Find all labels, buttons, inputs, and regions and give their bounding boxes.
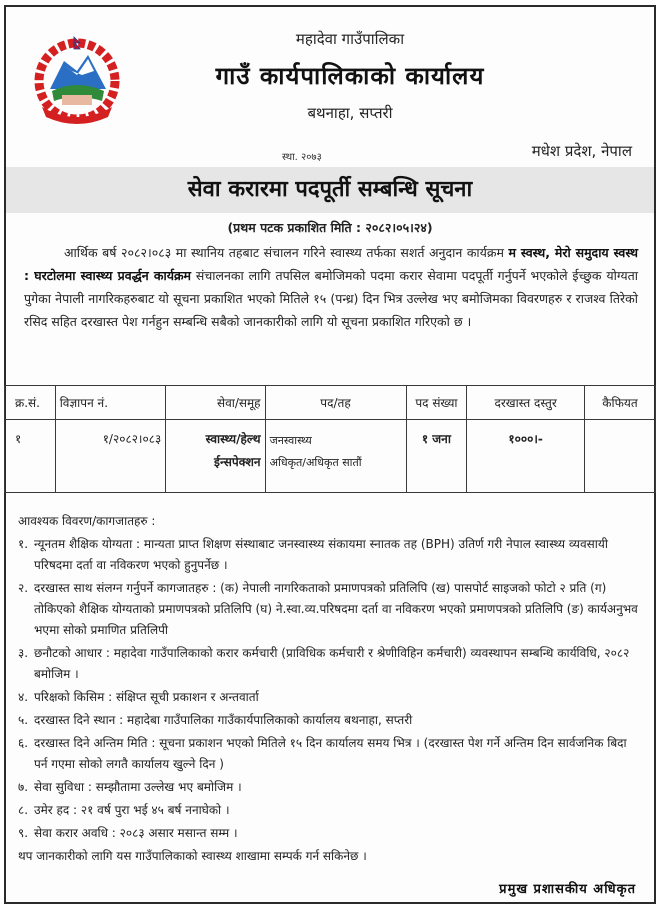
requirement-text: दरखास्त दिने स्थान : महादेबा गाउँपालिका गाउँकार्यपालिकाको कार्यालय बथनाहा, सप्तरी <box>34 713 413 727</box>
requirement-number: ३. <box>18 646 29 660</box>
established-year: स्था. २०७३ <box>282 152 322 163</box>
header-advert-no: विज्ञापन नं. <box>55 386 166 420</box>
office-name: गाउँ कार्यपालिकाको कार्यालय <box>215 62 485 90</box>
province-name: मधेश प्रदेश, नेपाल <box>531 142 632 160</box>
intro-text-1: आर्थिक बर्ष २०८२।०८३ मा स्थानिय तहबाट संचालन गरिने स्वास्थ्य तर्फका सशर्त अनुदान कार्यक्रम <box>64 245 509 260</box>
requirement-text: छनौटको आधार : महादेवा गाउँपालिकाको करार कर्मचारी (प्राविधिक कर्मचारी र श्रेणीविहिन कर्मचारी) व्यवस्थापन सम्बन्धि कार्यविधि, २०८२ बमोजिम । <box>34 646 630 681</box>
cell-advert-no: १/२०८२।०८३ <box>55 420 166 493</box>
office-location: बथनाहा, सप्तरी <box>307 104 393 122</box>
intro-text-2: संचालनका लागि तपसिल बमोजिमको पदमा करार सेवामा पदपूर्ती गर्नुपर्ने भएकोले ईच्छुक योग्यता पुगेका नेपाली नागरिकहरुबाट यो सूचना प्रकाशित भएको मितिले १५ (पन्ध्र) दिन भित्र उल्लेख भए बमोजिमका विवरणहरु र राजश्व तिरेको रसिद सहित दरखास्त पेश गर्नहुन सम्बन्धि सबैको जानकारीको लागि यो सूचना प्रकाशित गरिएको छ । <box>24 268 638 329</box>
requirement-text: सेवा करार अवधि : २०८३ असार मसान्त सम्म । <box>34 826 238 840</box>
requirement-text: उमेर हद : २१ वर्ष पुरा भई ४५ बर्ष ननाघेको । <box>34 803 230 817</box>
signatory-title: प्रमुख प्रशासकीय अधिकृत <box>499 882 636 897</box>
header-serial: क्र.सं. <box>5 386 56 420</box>
service-line-1: स्वास्थ्य/हेल्थ <box>205 432 261 446</box>
header-post: पद/तह <box>265 386 406 420</box>
notice-intro <box>24 241 638 333</box>
notice-title: सेवा करारमा पदपूर्ती सम्बन्धि सूचना <box>6 167 654 213</box>
requirement-item <box>18 687 640 708</box>
requirement-text: परिक्षको किसिम : संक्षिप्त सूची प्रकाशन र अन्तवार्ता <box>34 690 259 704</box>
requirement-number: ५. <box>18 713 29 727</box>
cell-fee: १०००।- <box>467 420 585 493</box>
table-row <box>5 420 656 493</box>
service-line-2: ईन्सपेक्शन <box>214 455 261 469</box>
header-quantity: पद संख्या <box>406 386 467 420</box>
requirement-item <box>18 777 640 798</box>
requirement-number: ४. <box>18 690 29 704</box>
requirement-number: ६. <box>18 736 29 750</box>
letterhead <box>6 7 654 167</box>
requirement-number: ७. <box>18 780 29 794</box>
vacancy-table <box>4 385 656 493</box>
publication-date: (प्रथम पटक प्रकाशित मिति : २०८२।०५।२४) <box>227 220 433 235</box>
requirement-item <box>18 733 640 775</box>
requirement-item <box>18 710 640 731</box>
requirement-item <box>18 578 640 641</box>
program-name: म स्वस्थ, मेरो समुदाय स्वस्थ : घरटोलमा स्वास्थ्य प्रवर्द्धन कार्यक्रम <box>24 245 638 283</box>
cell-service <box>166 420 265 493</box>
requirement-item <box>18 534 640 576</box>
requirement-text: दरखास्त साथ संलग्न गर्नुपर्ने कागजातहरु : (क) नेपाली नागरिकताको प्रमाणपत्रको प्रतिलिपि (ख) पासपोर्ट साइजको फोटो २ प्रति (ग) तोकिएको शैक्षिक योग्यताको प्रमाणपत्रको प्रतिलिपि (घ) ने.स्वा.व्य.परिषदमा दर्ता वा नविकरण भएको प्रमाणपत्रको प्रतिलिपि (ङ) कार्यअनुभव भएमा सोको प्रमाणित प्रतिलिपी <box>34 581 638 637</box>
requirements-list <box>18 534 640 844</box>
requirement-text: दरखास्त दिने अन्तिम मिति : सूचना प्रकाशन भएको मितिले १५ दिन कार्यालय समय भित्र । (दरखास्त पेश गर्ने अन्तिम दिन सार्वजनिक बिदा पर्न गएमा सोको लगतै कार्यालय खुल्ने दिन ) <box>34 736 627 771</box>
requirement-item <box>18 800 640 821</box>
notice-document <box>4 5 656 904</box>
header-fee: दरखास्त दस्तुर <box>467 386 585 420</box>
requirement-number: २. <box>18 581 29 595</box>
requirement-number: ८. <box>18 803 29 817</box>
table-header-row <box>5 386 656 420</box>
cell-quantity: १ जना <box>406 420 467 493</box>
contact-note: थप जानकारीको लागि यस गाउँपालिकाको स्वास्थ्य शाखामा सम्पर्क गर्न सकिनेछ । <box>18 849 367 863</box>
requirement-text: न्यूनतम शैक्षिक योग्यता : मान्यता प्राप्त शिक्षण संस्थाबाट जनस्वास्थ्य संकायमा स्नातक तह (BPH) उतिर्ण गरी नेपाल स्वास्थ्य व्यवसायी परिषदमा दर्ता वा नविकरण भएको हुनुपर्नेछ । <box>34 537 608 572</box>
header-service: सेवा/समूह <box>166 386 265 420</box>
requirements-section <box>18 511 640 867</box>
municipality-name: महादेवा गाउँपालिका <box>295 30 405 48</box>
post-line-1: जनस्वास्थ्य <box>269 434 312 447</box>
cell-serial: १ <box>5 420 56 493</box>
post-line-2: अधिकृत/अधिकृत सातौं <box>269 456 362 469</box>
header-remarks: कैफियत <box>584 386 655 420</box>
cell-remarks <box>584 420 655 493</box>
requirements-title: आवश्यक विवरण/कागजातहरु : <box>18 514 156 528</box>
requirement-number: ९. <box>18 826 29 840</box>
requirement-number: १. <box>18 537 29 551</box>
requirement-item <box>18 643 640 685</box>
cell-post <box>265 420 406 493</box>
requirement-item <box>18 823 640 844</box>
requirement-text: सेवा सुविधा : सम्झौतामा उल्लेख भए बमोजिम । <box>34 780 242 794</box>
